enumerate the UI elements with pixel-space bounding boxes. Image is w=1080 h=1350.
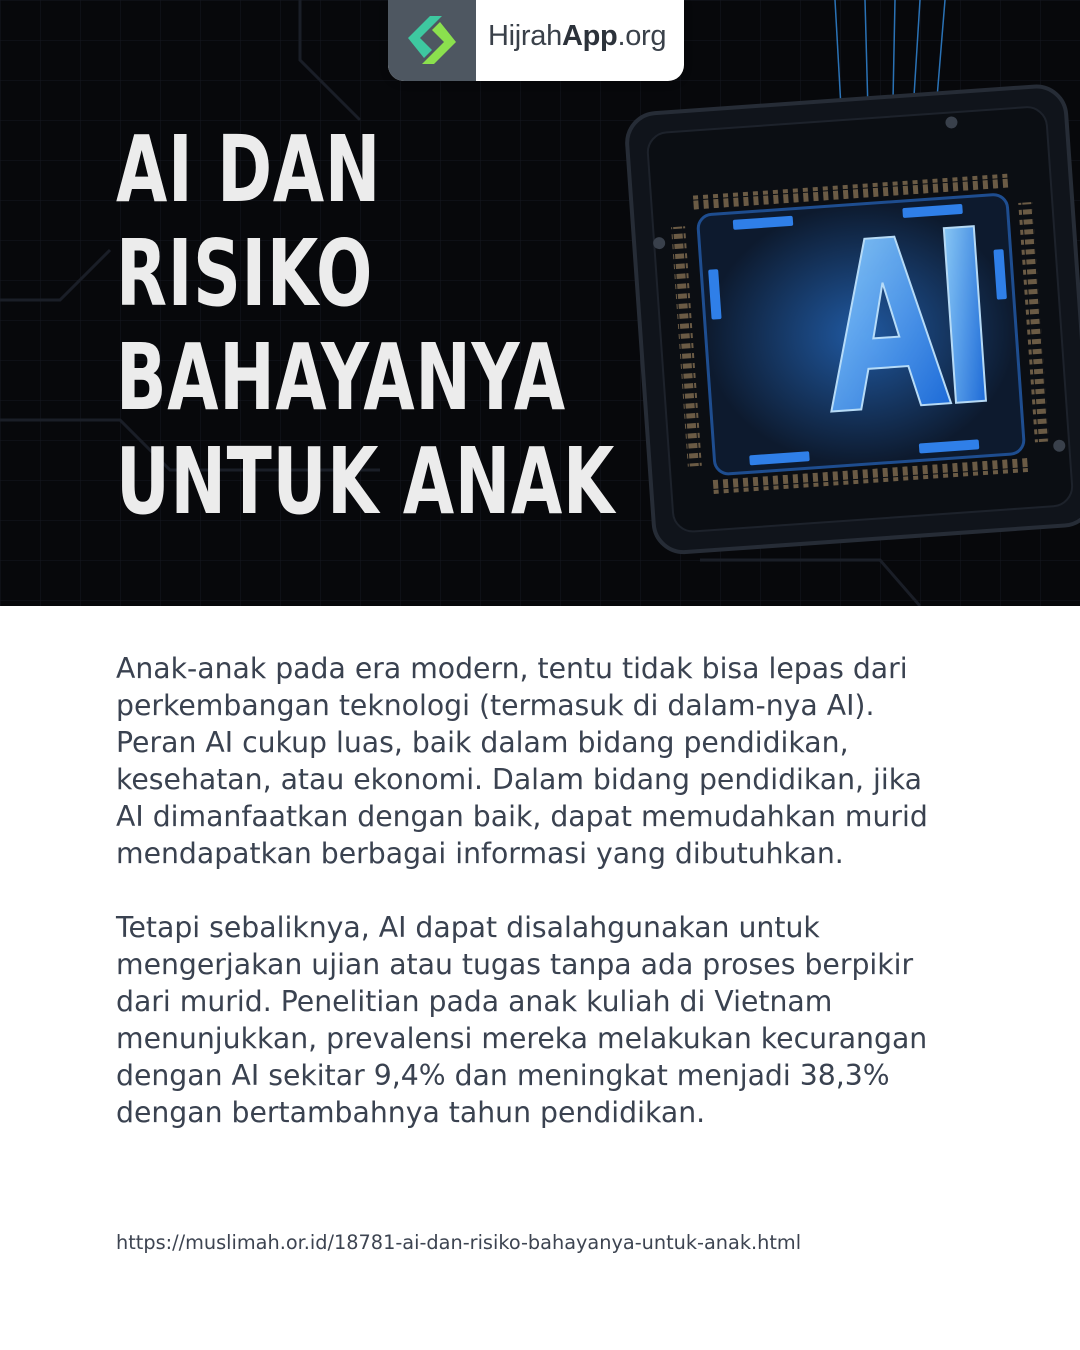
title-line: UNTUK ANAK <box>116 428 616 535</box>
title-line: BAHAYANYA <box>116 324 566 431</box>
hero-banner <box>0 0 1080 606</box>
brand-name-prefix: Hijrah <box>488 20 562 52</box>
paragraph: Tetapi sebaliknya, AI dapat disalahgunakan untuk mengerjakan ujian atau tugas tanpa ada proses berpikir dari murid. Penelitian pada anak kuliah di Vietnam menunjukkan, prevalensi mereka melakukan kecurangan dengan AI sekitar 9,4% dan meningkat menjadi 38,3% dengan bertambahnya tahun pendidikan. <box>116 911 928 1129</box>
page-title <box>116 116 616 535</box>
article-body <box>116 650 942 1168</box>
brand-badge[interactable] <box>388 0 684 81</box>
title-line: AI DAN <box>116 116 381 223</box>
title-line: RISIKO <box>116 220 373 327</box>
brand-name-bold: App <box>561 20 618 52</box>
brand-name-suffix: .org <box>617 20 667 52</box>
paragraph: Anak-anak pada era modern, tentu tidak bisa lepas dari perkembangan teknologi (termasuk di dalam-nya AI). Peran AI cukup luas, baik dalam bidang pendidikan, kesehatan, atau ekonomi. Dalam bidang pendidikan, jika AI dimanfaatkan dengan baik, dapat memudahkan murid mendapatkan berbagai informasi yang dibutuhkan. <box>116 652 928 870</box>
brand-name <box>488 20 666 53</box>
hijrahapp-logo-icon <box>400 8 464 72</box>
source-link[interactable]: https://muslimah.or.id/18781-ai-dan-risiko-bahayanya-untuk-anak.html <box>116 1231 802 1254</box>
brand-logo <box>388 0 476 81</box>
